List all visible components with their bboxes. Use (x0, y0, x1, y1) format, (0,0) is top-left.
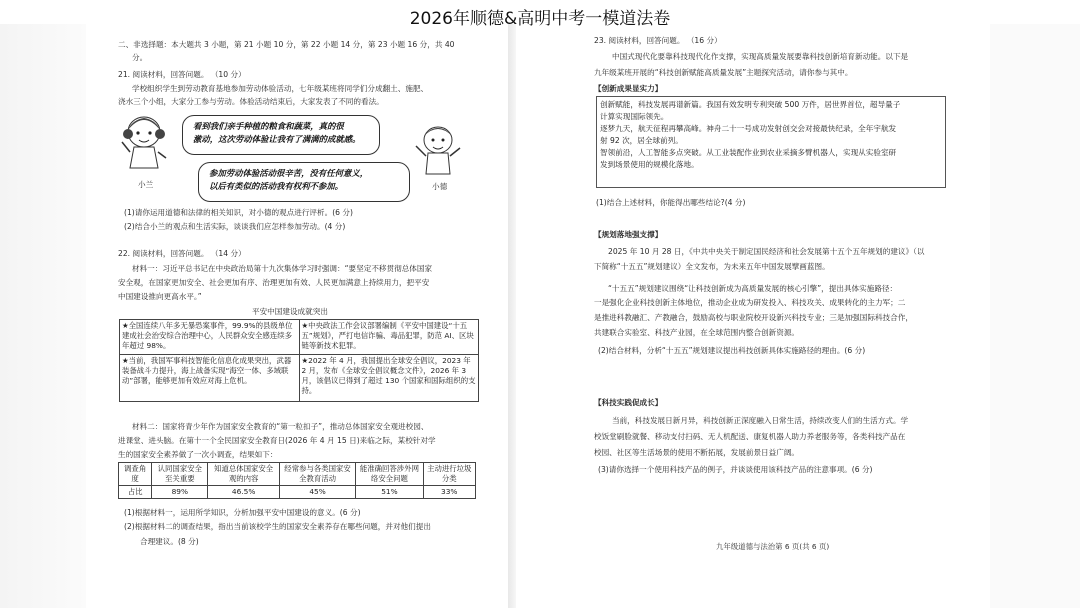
table-cell: 占比 (119, 486, 152, 499)
q22-heading: 22. 阅读材料，回答问题。 （14 分） (118, 249, 246, 258)
q22-material-1-line-1: 材料一：习近平总书记在中央政治局第十九次集体学习时强调：“要坚定不移贯彻总体国家 (132, 264, 433, 273)
boy-cartoon-icon (412, 122, 464, 182)
table-cell: ★2022 年 4 月，我国提出全球安全倡议，2023 年 2 月，发布《全球安全倡议概念文件》，2026 年 3 月，该倡议已得到了超过 130 个国家和国际组织的支持。 (299, 355, 479, 402)
name-xiaode: 小德 (432, 182, 448, 191)
box2-title: 【规划落地强支撑】 (594, 230, 663, 239)
table-cell: 89% (152, 486, 208, 499)
q21-para-2: 浇水三个小组，大家分工参与劳动。体验活动结束后，大家发表了不同的看法。 (118, 97, 384, 106)
table-cell: 51% (356, 486, 423, 499)
name-xiaolan: 小兰 (138, 180, 154, 189)
bubble-xiaolan-line-1: 看到我们亲手种植的粮食和蔬菜，真的很 (193, 121, 344, 131)
table-cell: 45% (279, 486, 355, 499)
table-header: 调查角度 (119, 463, 152, 486)
box3-para-2: 校饭堂刷脸就餐、移动支付扫码、无人机配送、康复机器人助力养老服务等，各类科技产品在 (594, 432, 906, 441)
table-header: 能准确回答涉外网络安全问题 (356, 463, 423, 486)
table-header: 主动进行垃圾分类 (423, 463, 475, 486)
box2-para-5: 是推进科教融汇、产教融合，鼓励高校与职业院校开设新兴科技专业；三是加强国际科技合作， (594, 313, 913, 322)
box2-para-1: 2025 年 10 月 28 日，《中共中央关于制定国民经济和社会发展第十五个五年规划的建议》（以 (608, 247, 925, 256)
table-cell: ★当前，我国军事科技智能化信息化成果突出，武器装备战斗力提升，海上战备实现“海空一体、多域联动”部署，能够更加有效应对海上危机。 (120, 355, 300, 402)
table-header-row (119, 463, 476, 486)
box1-title: 【创新成果显实力】 (594, 84, 663, 93)
table-cell: ★全国连续八年多无暴恐案事件，99.9%的县级单位建成社会治安综合治理中心，人民群众安全感连续多年超过 98%。 (120, 320, 300, 355)
q22-question-2: (2)根据材料二的调查结果，指出当前该校学生的国家安全素养存在哪些问题，并对他们提出 (124, 522, 431, 531)
box1-line: 逐梦九天，航天征程再攀高峰。神舟二十一号成功发射创交会对接最快纪录，全年宇航发 (600, 124, 897, 133)
speech-bubble-xiaode (198, 162, 410, 202)
box1-line: 计算实现国际领先。 (600, 112, 669, 121)
table-cell: 33% (423, 486, 475, 499)
page-footer: 九年级道德与法治第 6 页(共 6 页) (716, 542, 830, 551)
page-gutter (508, 24, 516, 608)
speech-bubble-xiaolan (182, 115, 380, 155)
box2-para-6: 共建联合实验室、科技产业园，在全球范围内整合创新资源。 (594, 328, 800, 337)
table-cell: ★中央政法工作会议部署编制《平安中国建设“十五五”规划》，严打电信诈骗、毒品犯罪，防范 AI、区块链等新技术犯罪。 (299, 320, 479, 355)
box2-para-4: 一是强化企业科技创新主体地位，推动企业成为研发投入、科技攻关、成果转化的主力军；二 (594, 298, 906, 307)
right-margin-shade (990, 24, 1080, 608)
table-header: 知道总体国家安全观的内容 (208, 463, 279, 486)
box2-para-2: 下简称“十五五”规划建议）全文发布，为未来五年中国发展擘画蓝图。 (594, 262, 830, 271)
table-cell: 46.5% (208, 486, 279, 499)
achievement-table (119, 319, 479, 402)
left-margin-shade (0, 24, 86, 608)
table-row (120, 355, 479, 402)
section-heading: 二、非选择题：本大题共 3 小题，第 21 小题 10 分，第 22 小题 14 分，第 23 小题 16 分，共 40 (118, 40, 455, 49)
q22-material-2-line-1: 材料二：国家将青少年作为国家安全教育的“第一粒扣子”，推动总体国家安全观进校园、 (132, 422, 429, 431)
q23-question-2: (2)结合材料，分析“十五五”规划建议提出科技创新具体实施路径的理由。(6 分) (598, 346, 866, 355)
survey-table (118, 462, 476, 499)
q22-material-1-line-2: 安全观，在国家更加安全、社会更加有序、治理更加有效、人民更加满意上持续用力，把平安 (118, 278, 430, 287)
table-row (120, 320, 479, 355)
box1-line: 智领前沿，人工智能多点突破。从工业装配作业到农业采摘多臂机器人，实现从实验室研 (600, 148, 897, 157)
q22-material-2-line-3: 生的国家安全素养做了一次小调查，结果如下： (118, 450, 278, 459)
q23-question-1: (1)结合上述材料，你能得出哪些结论?(4 分) (596, 198, 746, 207)
box3-para-1: 当前，科技发展日新月异，科技创新正深度融入日常生活，持续改变人们的生活方式。学 (612, 416, 909, 425)
q21-question-1: (1)请你运用道德和法律的相关知识，对小德的观点进行评析。(6 分) (124, 208, 353, 217)
table-header: 认同国家安全至关重要 (152, 463, 208, 486)
achievement-table-title: 平安中国建设成就突出 (252, 307, 328, 316)
bubble-xiaolan-line-2: 激动，这次劳动体验让我有了满满的成就感。 (193, 134, 361, 144)
bubble-xiaode-line-1: 参加劳动体验活动很辛苦，没有任何意义， (209, 168, 369, 178)
box3-para-3: 校园、社区等生活场景的使用不断拓展，发展前景日益广阔。 (594, 448, 800, 457)
q22-question-1: (1)根据材料一，运用所学知识，分析加强平安中国建设的意义。(6 分) (124, 508, 361, 517)
box1-line: 射 92 次，居全球前列。 (600, 136, 683, 145)
box2-para-3: “十五五”规划建议围绕“让科技创新成为高质量发展的核心引擎”，提出具体实施路径： (608, 284, 898, 293)
q21-heading: 21. 阅读材料，回答问题。 （10 分） (118, 70, 246, 79)
box1-line: 发到场景使用的规模化落地。 (600, 160, 699, 169)
q22-material-1-line-3: 中国建设推向更高水平。” (118, 292, 202, 301)
table-header: 经常参与各类国家安全教育活动 (279, 463, 355, 486)
q23-para-1: 中国式现代化要靠科技现代化作支撑，实现高质量发展要靠科技创新培育新动能。以下是 (612, 52, 909, 61)
innovation-box (596, 96, 946, 188)
q23-para-2: 九年级某班开展的“科技创新赋能高质量发展”主题探究活动，请你参与其中。 (594, 68, 853, 77)
q21-question-2: (2)结合小兰的观点和生活实际，谈谈我们应怎样参加劳动。(4 分) (124, 222, 346, 231)
box3-title: 【科技实践促成长】 (594, 398, 663, 407)
q23-question-3: (3)请你选择一个使用科技产品的例子，并谈谈使用该科技产品的注意事项。(6 分) (598, 465, 873, 474)
q23-heading: 23. 阅读材料，回答问题。 （16 分） (594, 36, 722, 45)
document-title: 2026年顺德&高明中考一模道法卷 (409, 9, 671, 29)
q22-material-2-line-2: 进课堂、进头脑。在第十一个全民国家安全教育日(2026 年 4 月 15 日)来临之际，某校针对学 (118, 436, 436, 445)
bubble-xiaode-line-2: 以后有类似的活动我有权利不参加。 (209, 181, 343, 191)
q21-para-1: 学校组织学生到劳动教育基地参加劳动体验活动，七年级某班将同学们分成翻土、施肥、 (132, 84, 429, 93)
section-heading-cont: 分。 (132, 53, 148, 62)
box1-line: 创新赋能，科技发展再谱新篇。我国有效发明专利突破 500 万件，居世界首位，超导量子 (600, 100, 901, 109)
table-row (119, 486, 476, 499)
q22-question-2-cont: 合理建议。(8 分) (140, 537, 199, 546)
girl-cartoon-icon (116, 112, 174, 178)
